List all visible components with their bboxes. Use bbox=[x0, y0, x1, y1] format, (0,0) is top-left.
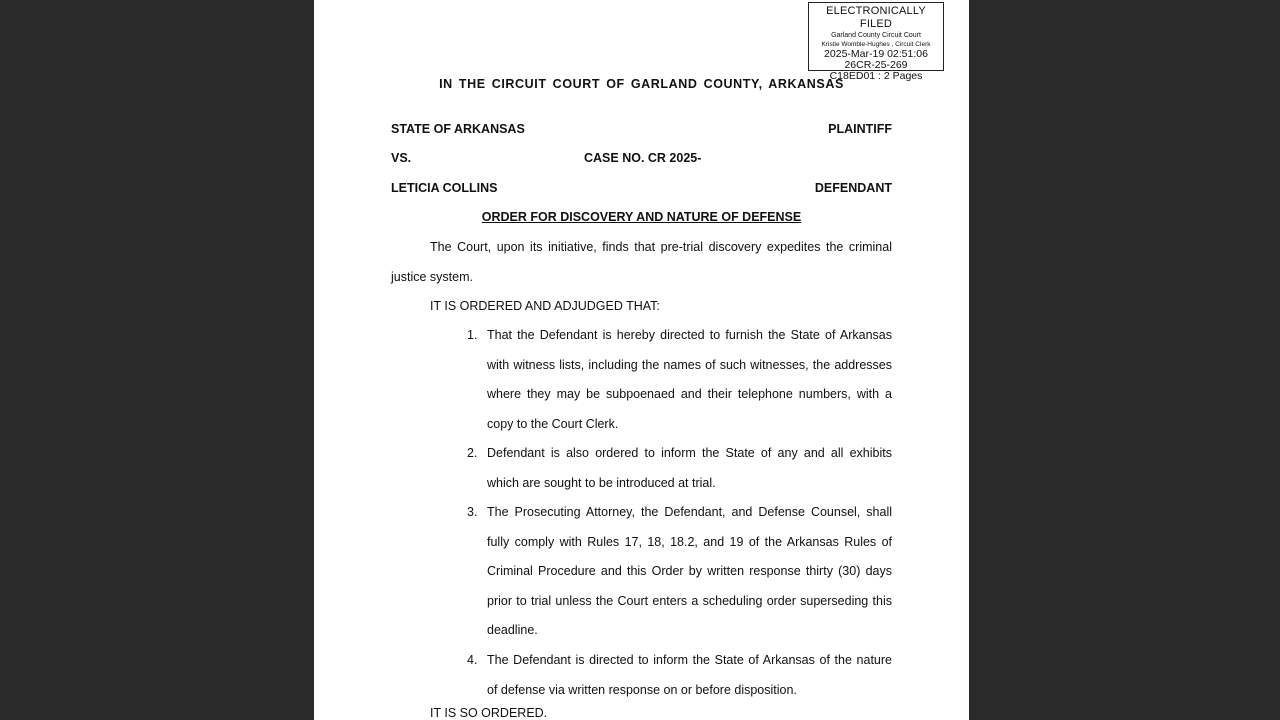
order-title: ORDER FOR DISCOVERY AND NATURE OF DEFENSE bbox=[481, 210, 802, 224]
stamp-line-2: Garland County Circuit Court bbox=[831, 32, 921, 39]
caption-vs-row bbox=[391, 151, 892, 167]
closing-statement: IT IS SO ORDERED. bbox=[430, 706, 548, 720]
ordered-heading: IT IS ORDERED AND ADJUDGED THAT: bbox=[430, 299, 660, 313]
order-item-text: The Defendant is directed to inform the State of Arkansas of the nature of defense via written response on or before disposition. bbox=[487, 653, 892, 697]
order-item-text: The Prosecuting Attorney, the Defendant, and Defense Counsel, shall fully comply with Rules 17, 18, 18.2, and 19 of the Arkansas Rules of Criminal Procedure and this Order by written response thirty (30) days prior to trial unless the Court enters a scheduling order superseding this deadline. bbox=[487, 505, 892, 638]
order-item bbox=[467, 498, 892, 646]
order-item-number: 1. bbox=[467, 328, 478, 342]
stamp-line-6: C18ED01 : 2 Pages bbox=[829, 70, 923, 82]
stamp-line-4: 2025-Mar-19 02:51:06 bbox=[824, 48, 928, 60]
stamp-line-1: ELECTRONICALLY FILED bbox=[826, 5, 926, 30]
document-page bbox=[314, 0, 969, 720]
vs-label: VS. bbox=[391, 151, 412, 165]
plaintiff-name: STATE OF ARKANSAS bbox=[391, 122, 525, 136]
caption-defendant-row bbox=[391, 181, 892, 197]
case-number: CASE NO. CR 2025- bbox=[584, 151, 702, 165]
order-item-number: 2. bbox=[467, 446, 478, 460]
defendant-name: LETICIA COLLINS bbox=[391, 181, 498, 195]
order-item-text: That the Defendant is hereby directed to furnish the State of Arkansas with witness lists, including the names of such witnesses, the addresses where they may be subpoenaed and their telephone numbers, with a copy to the Court Clerk. bbox=[487, 328, 892, 431]
order-item bbox=[467, 646, 892, 705]
order-item-number: 4. bbox=[467, 653, 478, 667]
filing-stamp bbox=[808, 2, 944, 82]
order-item bbox=[467, 321, 892, 439]
court-heading: IN THE CIRCUIT COURT OF GARLAND COUNTY, ARKANSAS bbox=[439, 77, 844, 91]
order-item-number: 3. bbox=[467, 505, 478, 519]
caption-plaintiff-row bbox=[391, 122, 892, 138]
order-item-text: Defendant is also ordered to inform the State of any and all exhibits which are sought to be introduced at trial. bbox=[487, 446, 892, 490]
stamp-line-3: Kristie Womble-Hughes , Circuit Clerk bbox=[821, 41, 931, 48]
plaintiff-label: PLAINTIFF bbox=[828, 122, 892, 136]
defendant-label: DEFENDANT bbox=[814, 181, 892, 195]
stamp-line-5: 26CR-25-269 bbox=[844, 59, 908, 71]
intro-paragraph: The Court, upon its initiative, finds that pre-trial discovery expedites the criminal justice system. bbox=[391, 240, 892, 284]
order-item bbox=[467, 439, 892, 498]
